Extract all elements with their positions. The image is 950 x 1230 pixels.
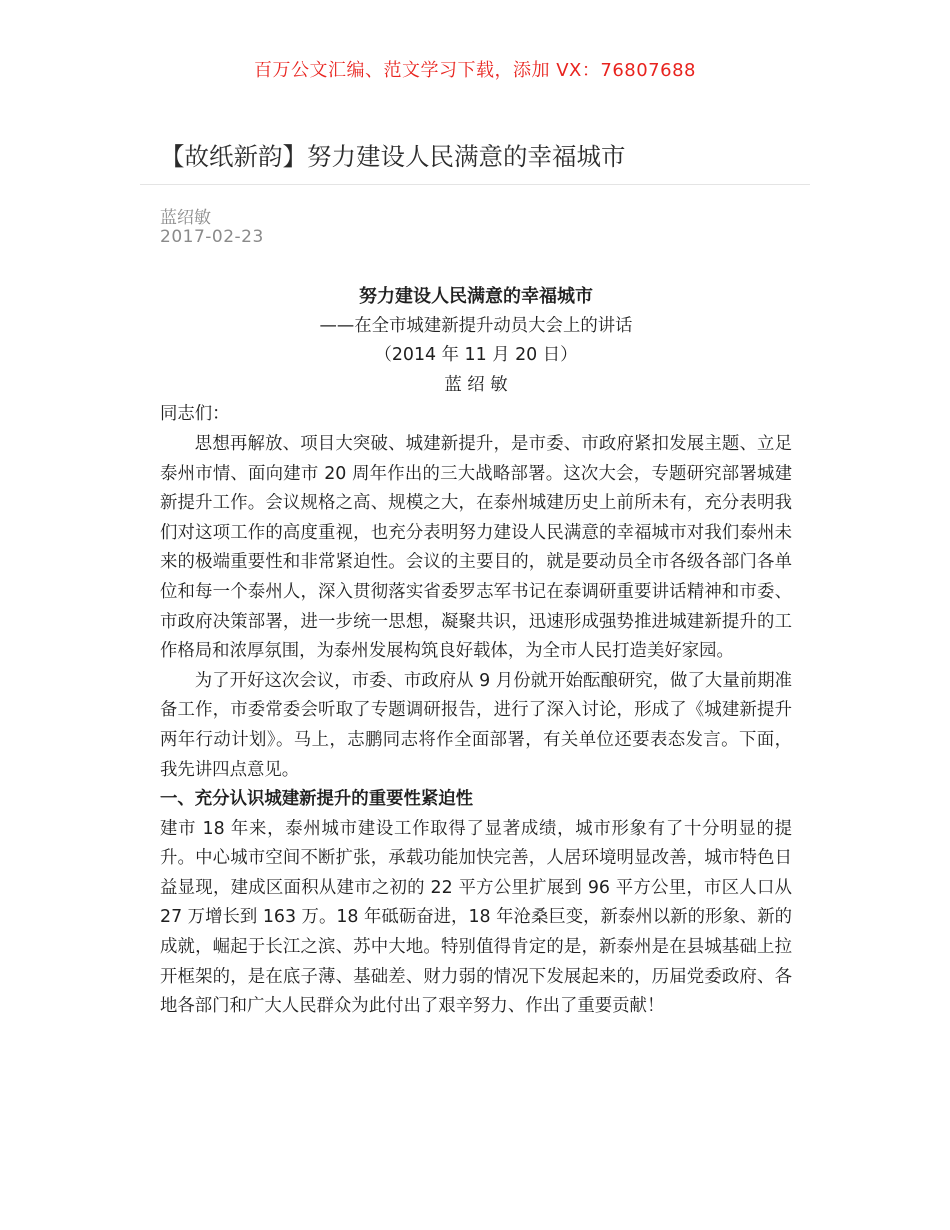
title-divider	[140, 184, 810, 185]
speech-date: （2014 年 11 月 20 日）	[374, 345, 578, 366]
salutation: 同志们：	[160, 404, 230, 425]
speech-title: 努力建设人民满意的幸福城市	[359, 286, 593, 307]
article-body	[160, 282, 792, 1022]
article-date: 2017-02-23	[160, 227, 264, 247]
section-paragraph: 建市 18 年来，泰州城市建设工作取得了显著成绩，城市形象有了十分明显的提升。中心城市空间不断扩张，承载功能加快完善，人居环境明显改善，城市特色日益显现，建成区面积从建市之初的 22 平方公里扩展到 96 平方公里，市区人口从 27 万增长到 163 万。18 年砥砺奋进，18 年沧桑巨变，新泰州以新的形象、新的成就，崛起于长江之滨、苏中大地。特别值得肯定的是，新泰州是在县城基础上拉开框架的，是在底子薄、基础差、财力弱的情况下发展起来的，历届党委政府、各地各部门和广大人民群众为此付出了艰辛努力、作出了重要贡献！	[160, 818, 792, 1017]
section-heading: 一、充分认识城建新提升的重要性紧迫性	[160, 789, 474, 810]
article-title: 【故纸新韵】努力建设人民满意的幸福城市	[160, 142, 626, 171]
article-author: 蓝绍敏	[160, 208, 211, 228]
speech-speaker: 蓝 绍 敏	[444, 374, 508, 395]
promo-banner: 百万公文汇编、范文学习下载，添加 VX：76807688	[254, 60, 696, 81]
paragraph: 思想再解放、项目大突破、城建新提升，是市委、市政府紧扣发展主题、立足泰州市情、面向建市 20 周年作出的三大战略部署。这次大会，专题研究部署城建新提升工作。会议规格之高、规模之大，在泰州城建历史上前所未有，充分表明我们对这项工作的高度重视，也充分表明努力建设人民满意的幸福城市对我们泰州未来的极端重要性和非常紧迫性。会议的主要目的，就是要动员全市各级各部门各单位和每一个泰州人，深入贯彻落实省委罗志军书记在泰调研重要讲话精神和市委、市政府决策部署，进一步统一思想，凝聚共识，迅速形成强势推进城建新提升的工作格局和浓厚氛围，为泰州发展构筑良好载体，为全市人民打造美好家园。	[160, 433, 792, 662]
speech-subtitle: ——在全市城建新提升动员大会上的讲话	[319, 315, 633, 336]
paragraph: 为了开好这次会议，市委、市政府从 9 月份就开始酝酿研究，做了大量前期准备工作，市委常委会听取了专题调研报告，进行了深入讨论，形成了《城建新提升两年行动计划》。马上，志鹏同志将作全面部署，有关单位还要表态发言。下面，我先讲四点意见。	[160, 670, 792, 780]
